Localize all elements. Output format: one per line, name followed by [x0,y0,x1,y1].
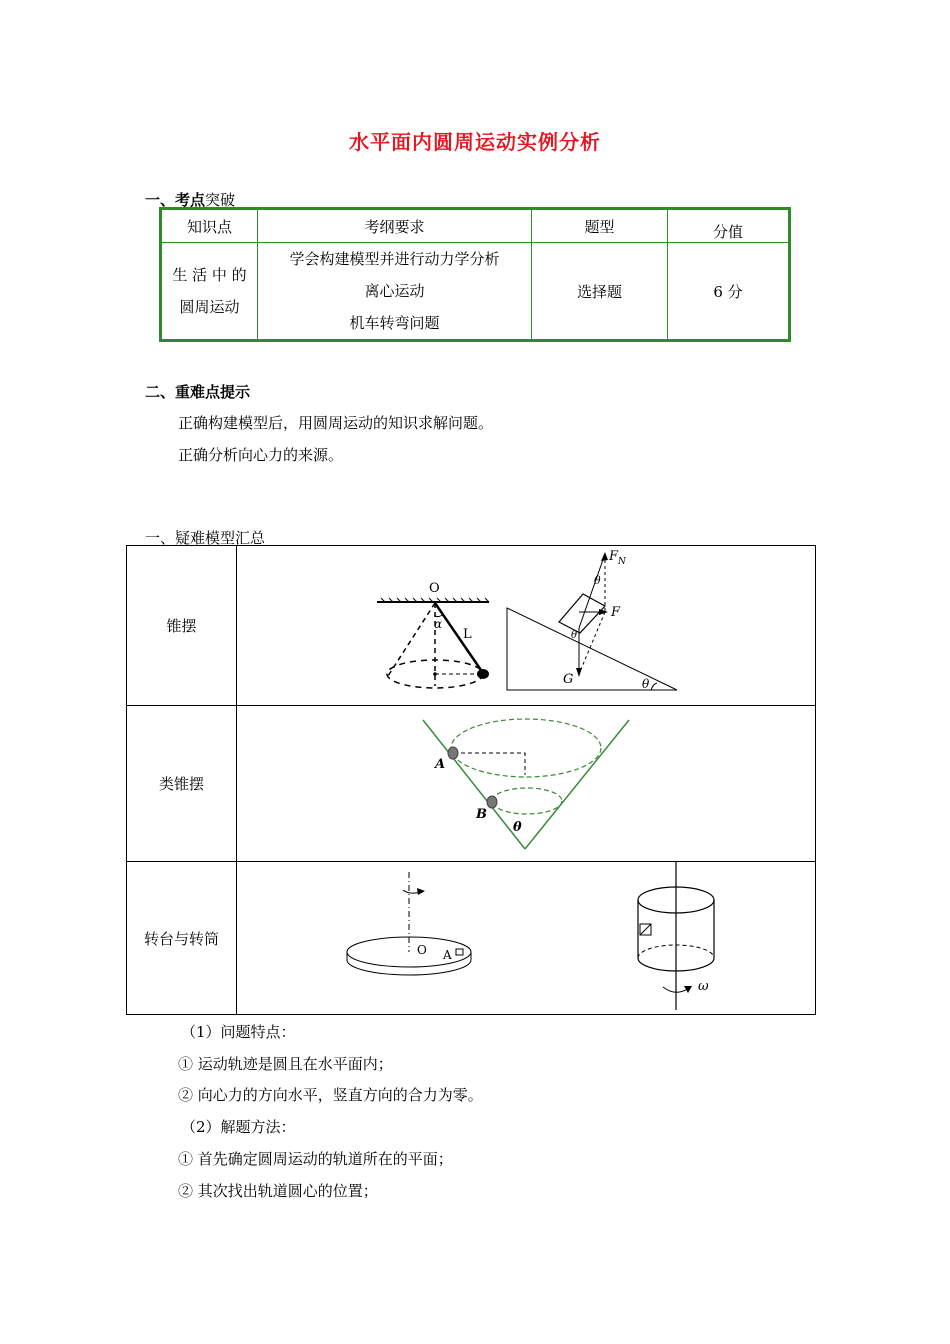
header-type: 题型 [532,209,668,243]
label-A-turntable: A [443,948,452,962]
label-FN [608,549,627,567]
label-theta-force: θ [594,574,601,587]
conical-pendulum-svg [237,546,815,701]
label-O-turntable: O [417,943,427,957]
requirement-line: 机车转弯问题 [349,314,440,332]
incline-block [559,594,605,633]
ball-A [448,747,458,759]
section-rest-text: 突破 [205,191,236,209]
table-row [127,546,816,706]
label-A: A [435,757,446,772]
lower-orbit [492,788,562,814]
section-heading-models: 一、疑难模型汇总 [145,529,266,547]
cell-topic [161,243,258,341]
method-item: ② 其次找出轨道圆心的位置； [178,1182,378,1200]
feature-item: ② 向心力的方向水平，竖直方向的合力为零。 [178,1086,483,1104]
header-topic: 知识点 [161,209,258,243]
small-block [456,949,463,955]
cell-type: 选择题 [532,243,668,341]
label-alpha: α [434,617,443,631]
cell-requirement [258,243,532,341]
label-theta-cone: θ [513,820,522,835]
turntable-svg [237,862,815,1010]
feature-item: ① 运动轨迹是圆且在水平面内； [178,1055,393,1073]
v-cone-svg [237,706,815,857]
net-force-head [599,609,608,615]
turntable-diagrams [237,862,816,1015]
cone-left-edge [388,603,435,676]
topic-line: 圆周运动 [179,298,240,316]
rotation-arrow-head [417,888,425,895]
label-G: G [563,672,574,687]
quasi-conical-diagram [237,706,816,862]
cell-score: 6 分 [668,243,790,341]
label-O: O [429,581,440,596]
hint-line: 正确构建模型后，用圆周运动的知识求解问题。 [178,414,494,432]
label-theta-incline: θ [642,677,650,691]
ball-B [487,796,497,808]
row-label-turntable: 转台与转筒 [127,862,237,1015]
section-number: 一、 [145,191,176,209]
row-label-conical-pendulum: 锥摆 [127,546,237,706]
conical-pendulum-diagrams [237,546,816,706]
table-row [161,243,790,341]
label-omega: ω [698,979,709,994]
header-requirement: 考纲要求 [258,209,532,243]
knowledge-table [159,207,791,342]
label-theta-block: θ [571,630,578,641]
drum-rotation-head [684,986,692,993]
label-FN-main: F [609,549,619,564]
requirement-line: 学会构建模型并进行动力学分析 [289,250,500,268]
circle-center [433,672,437,676]
upper-orbit [451,719,601,777]
row-label-quasi-conical-pendulum: 类锥摆 [127,706,237,862]
cone-left-wall [423,720,525,849]
section-bold-text: 考点 [175,191,206,209]
features-heading: （1）问题特点： [181,1023,296,1041]
hint-line: 正确分析向心力的来源。 [178,446,344,464]
table-row [127,862,816,1015]
label-F: F [611,605,621,620]
section-heading-difficulties: 二、重难点提示 [145,383,251,401]
page-title: 水平面内圆周运动实例分析 [349,130,601,154]
label-L: L [463,627,472,642]
table-row [127,706,816,862]
incline-theta-arc [651,683,657,690]
label-B: B [476,807,487,822]
topic-line: 生 活 中 的 [172,266,247,284]
table-header-row [161,209,790,243]
label-FN-sub: N [618,557,626,567]
method-item: ① 首先确定圆周运动的轨道所在的平面； [178,1150,453,1168]
header-score: 分值 [668,209,790,243]
cone-right-wall [525,720,629,849]
methods-heading: （2）解题方法： [181,1118,296,1136]
models-table [126,545,816,1015]
requirement-line: 离心运动 [364,282,425,300]
